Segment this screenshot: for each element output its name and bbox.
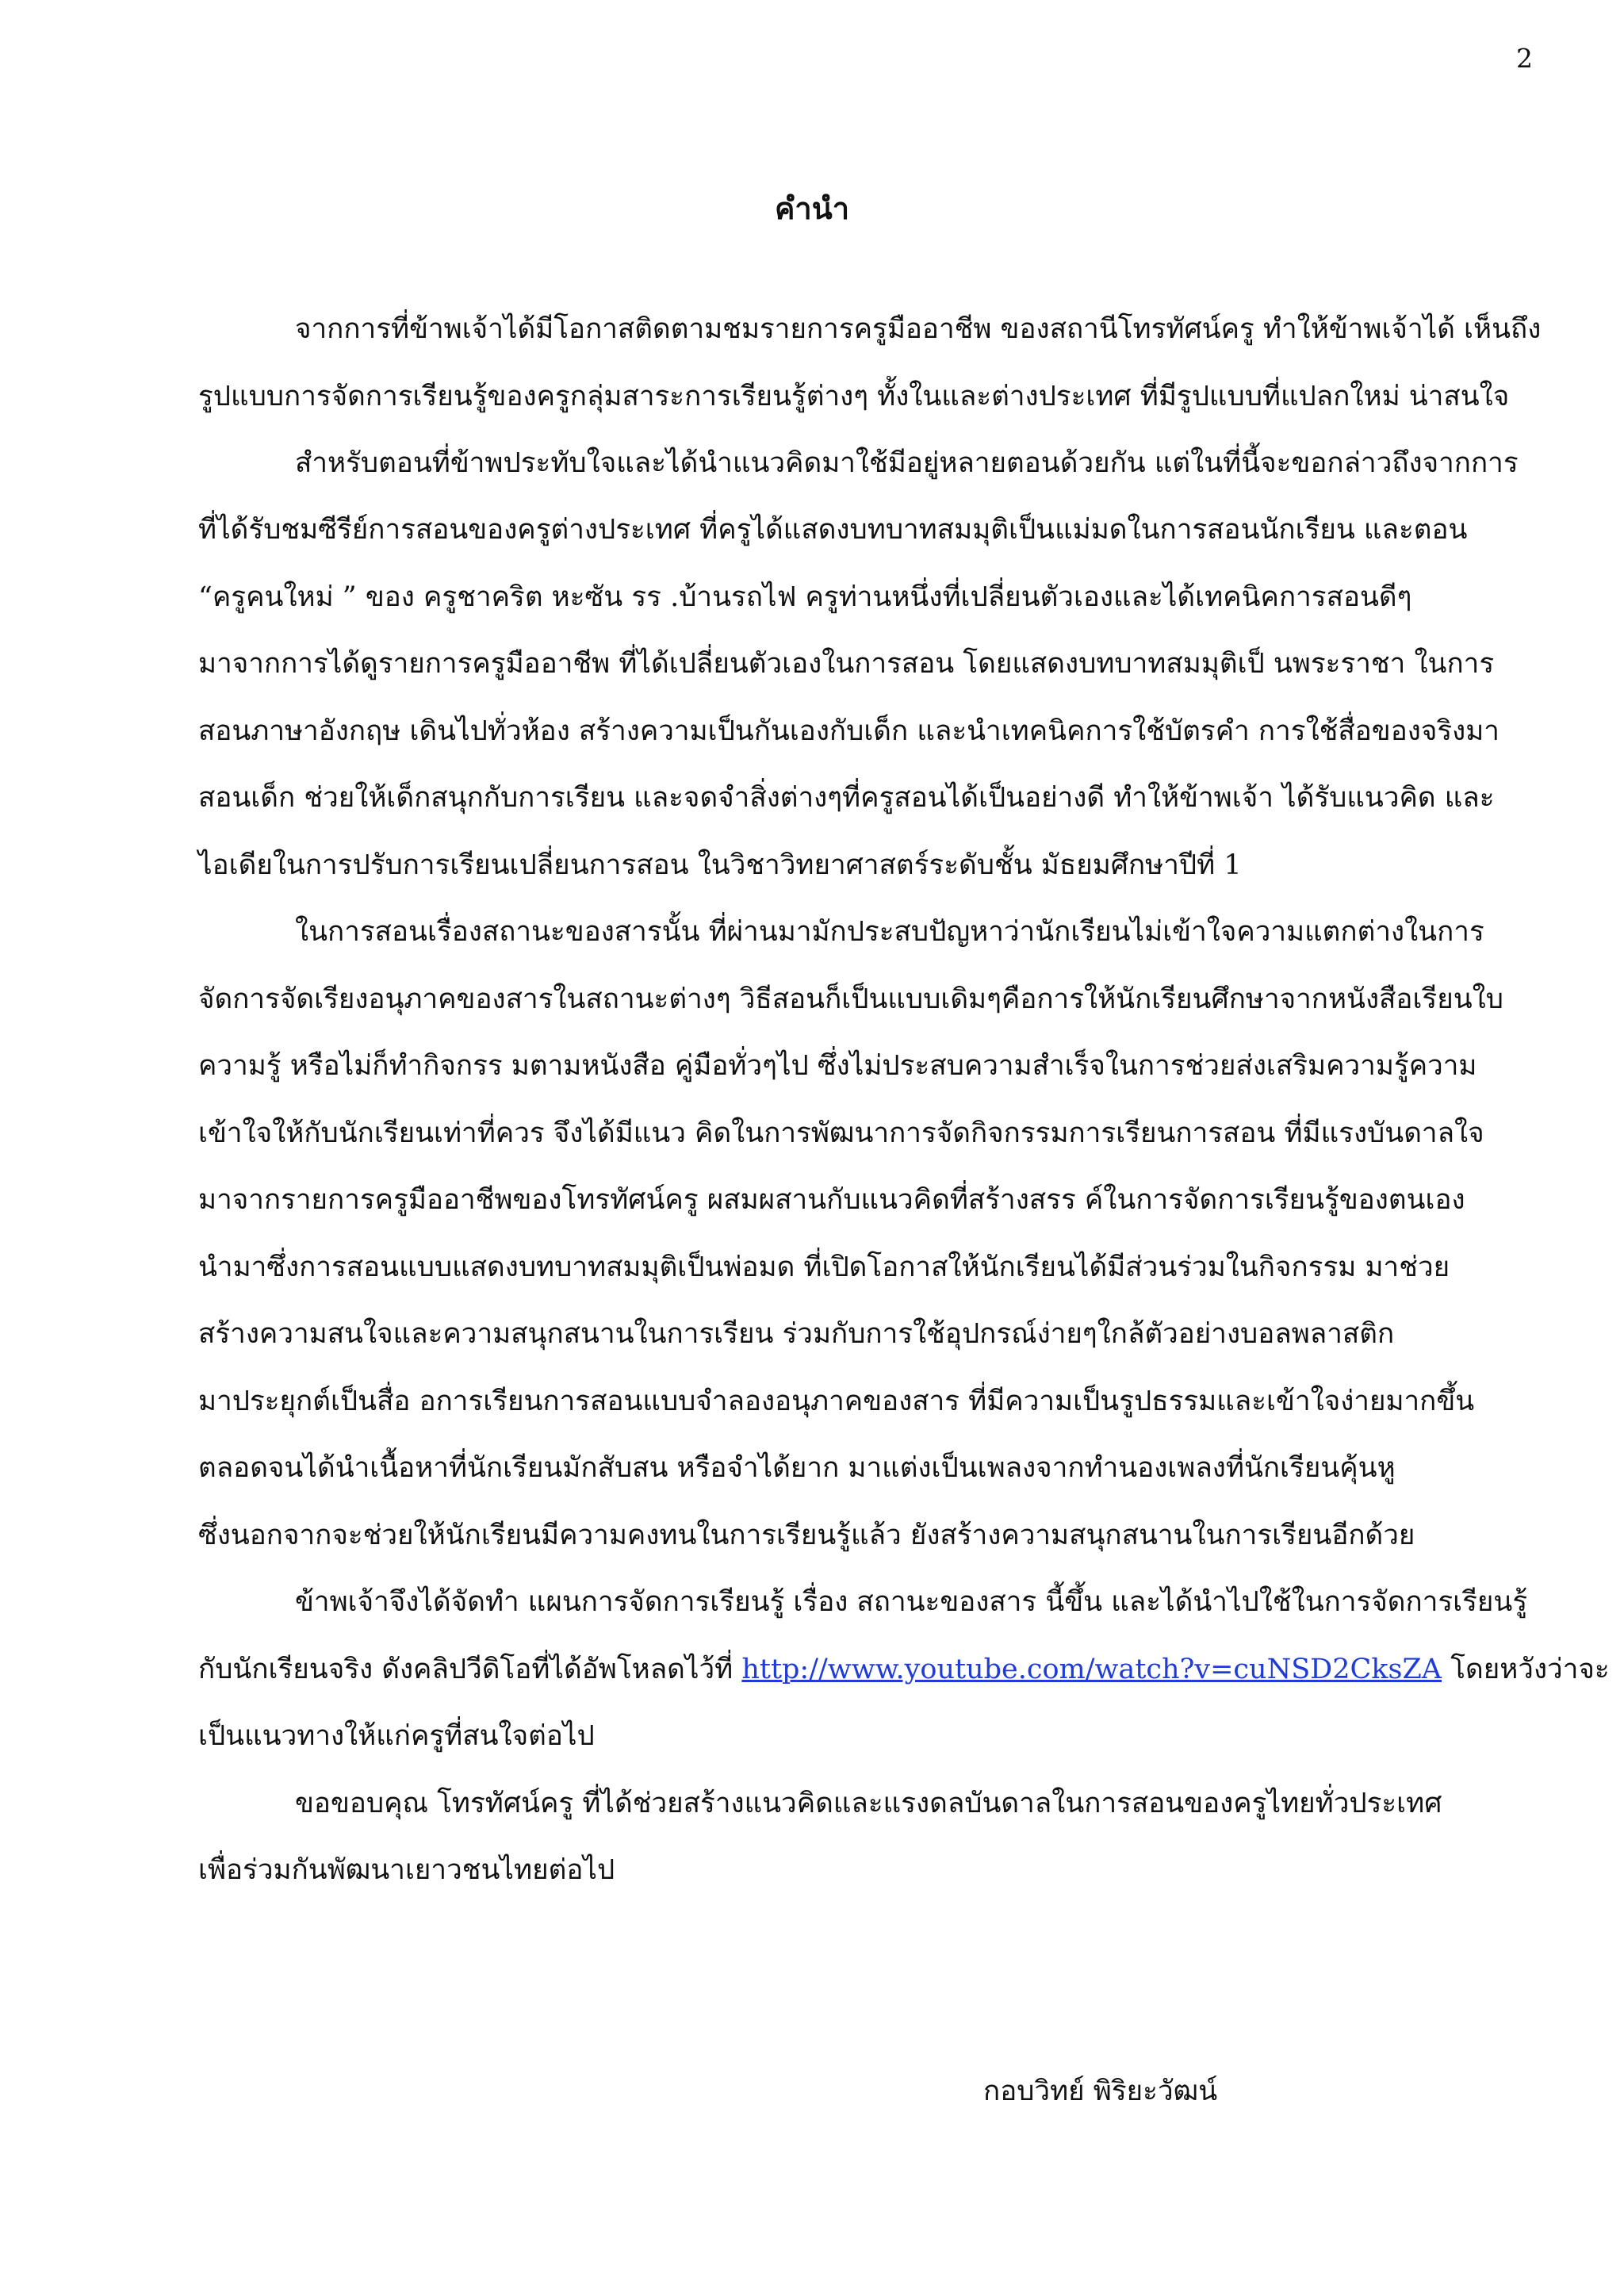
paragraph-line: ที่ได้รับชมซีรีย์การสอนของครูต่างประเทศ ที่ครูได้แสดงบทบาทสมมุติเป็นแม่มดในการสอนนักเรียน และตอน — [198, 514, 1468, 546]
paragraph-line: เป็นแนวทางให้แก่ครูที่สนใจต่อไป — [198, 1720, 595, 1752]
paragraph-line: สอนภาษาอังกฤษ เดินไปทั่วห้อง สร้างความเป็นกันเองกับเด็ก และนำเทคนิคการใช้บัตรคำ การใช้สื่อของจริงมา — [198, 715, 1500, 747]
paragraph-line: สอนเด็ก ช่วยให้เด็กสนุกกับการเรียน และจดจำสิ่งต่างๆที่ครูสอนได้เป็นอย่างดี ทำให้ข้าพเจ้า ได้รับแนวคิด และ — [198, 782, 1495, 814]
paragraph-line: ขอขอบคุณ โทรทัศน์ครู ที่ได้ช่วยสร้างแนวคิดและแรงดลบันดาลในการสอนของครูไทยทั่วประเทศ — [295, 1788, 1442, 1819]
paragraph-line: เข้าใจให้กับนักเรียนเท่าที่ควร จึงได้มีแนว คิดในการพัฒนาการจัดกิจกรรมการเรียนการสอน ที่มีแรงบันดาลใจ — [198, 1117, 1484, 1149]
author-signature: กอบวิทย์ พิริยะวัฒน์ — [983, 2076, 1218, 2107]
paragraph-line: “ครูคนใหม่ ” ของ ครูชาคริต หะซัน รร .บ้านรถไฟ ครูท่านหนึ่งที่เปลี่ยนตัวเองและได้เทคนิคการสอนดีๆ — [198, 581, 1412, 613]
paragraph-line: นำมาซึ่งการสอนแบบแสดงบทบาทสมมุติเป็นพ่อมด ที่เปิดโอกาสให้นักเรียนได้มีส่วนร่วมในกิจกรรม มาช่วย — [198, 1251, 1450, 1283]
page-title: คำนำ — [774, 190, 850, 226]
youtube-video-link[interactable]: http://www.youtube.com/watch?v=cuNSD2CksZA — [741, 1654, 1442, 1685]
page-number: 2 — [1516, 43, 1533, 74]
paragraph-line: จากการที่ข้าพเจ้าได้มีโอกาสติดตามชมรายการครูมืออาชีพ ของสถานีโทรทัศน์ครู ทำให้ข้าพเจ้าได้ เห็นถึง — [295, 313, 1542, 345]
paragraph-line: มาประยุกต์เป็นสื่อ อการเรียนการสอนแบบจำลองอนุภาคของสาร ที่มีความเป็นรูปธรรมและเข้าใจง่ายมากขึ้น — [198, 1386, 1475, 1417]
paragraph-line-with-link — [198, 1650, 1610, 1688]
paragraph-line: ในการสอนเรื่องสถานะของสารนั้น ที่ผ่านมามักประสบปัญหาว่านักเรียนไม่เข้าใจความแตกต่างในการ — [295, 916, 1484, 948]
paragraph-line: จัดการจัดเรียงอนุภาคของสารในสถานะต่างๆ วิธีสอนก็เป็นแบบเดิมๆคือการให้นักเรียนศึกษาจากหนังสือเรียนใบ — [198, 983, 1503, 1015]
paragraph-line: ไอเดียในการปรับการเรียนเปลี่ยนการสอน ในวิชาวิทยาศาสตร์ระดับชั้น มัธยมศึกษาปีที่ 1 — [198, 849, 1242, 881]
paragraph-line: มาจากรายการครูมืออาชีพของโทรทัศน์ครู ผสมผสานกับแนวคิดที่สร้างสรร ค์ในการจัดการเรียนรู้ของตนเอง — [198, 1184, 1465, 1216]
paragraph-line: รูปแบบการจัดการเรียนรู้ของครูกลุ่มสาระการเรียนรู้ต่างๆ ทั้งในและต่างประเทศ ที่มีรูปแบบที่แปลกใหม่ น่าสนใจ — [198, 381, 1510, 412]
paragraph-line: เพื่อร่วมกันพัฒนาเยาวชนไทยต่อไป — [198, 1854, 615, 1886]
link-lead-text: กับนักเรียนจริง ดังคลิปวีดิโอที่ได้อัพโหลดไว้ที่ — [198, 1654, 742, 1685]
paragraph-line: ข้าพเจ้าจึงได้จัดทำ แผนการจัดการเรียนรู้ เรื่อง สถานะของสาร นี้ขึ้น และได้นำไปใช้ในการจัดการเรียนรู้ — [295, 1586, 1528, 1618]
paragraph-line: ความรู้ หรือไม่ก็ทำกิจกรร มตามหนังสือ คู่มือทั่วๆไป ซึ่งไม่ประสบความสำเร็จในการช่วยส่งเสริมความรู้ความ — [198, 1050, 1477, 1082]
paragraph-line: ซึ่งนอกจากจะช่วยให้นักเรียนมีความคงทนในการเรียนรู้แล้ว ยังสร้างความสนุกสนานในการเรียนอีกด้วย — [198, 1520, 1415, 1551]
paragraph-line: ตลอดจนได้นำเนื้อหาที่นักเรียนมักสับสน หรือจำได้ยาก มาแต่งเป็นเพลงจากทำนองเพลงที่นักเรียนคุ้นหู — [198, 1452, 1396, 1484]
paragraph-line: มาจากการได้ดูรายการครูมืออาชีพ ที่ได้เปลี่ยนตัวเองในการสอน โดยแสดงบทบาทสมมุติเป็ นพระราชา ในการ — [198, 648, 1495, 680]
link-trail-text: โดยหวังว่าจะ — [1442, 1654, 1610, 1685]
paragraph-line: สำหรับตอนที่ข้าพประทับใจและได้นำแนวคิดมาใช้มีอยู่หลายตอนด้วยกัน แต่ในที่นี้จะขอกล่าวถึงจากการ — [295, 447, 1519, 479]
paragraph-line: สร้างความสนใจและความสนุกสนานในการเรียน ร่วมกับการใช้อุปกรณ์ง่ายๆใกล้ตัวอย่างบอลพลาสติก — [198, 1318, 1395, 1350]
